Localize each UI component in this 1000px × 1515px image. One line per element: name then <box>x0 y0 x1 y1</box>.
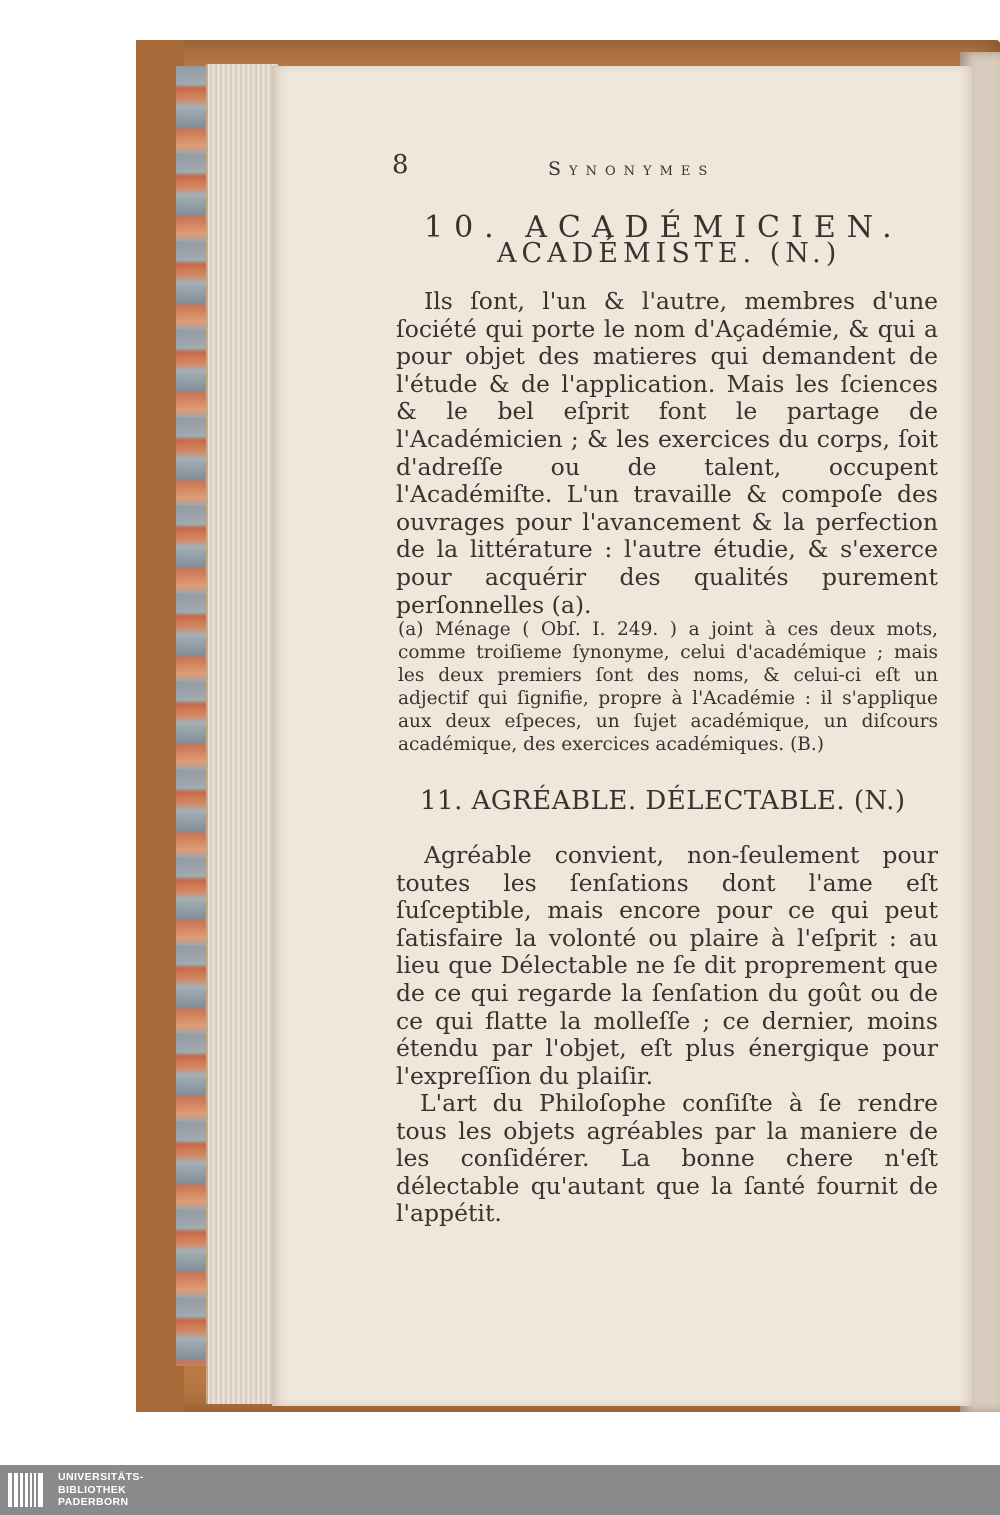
library-logo-bar <box>0 1465 1000 1515</box>
entry-10-title-line1: 10. ACADÉMICIEN. <box>424 210 903 245</box>
entry-10-body-text: Ils ſont, l'un & l'autre, membres d'une ſociété qui porte le nom d'Açadémie, & qui a pour objet des matieres qui demandent de l'étude & de l'application. Mais les ſciences & le bel eſprit font le partage de l'Académicien ; & les exercices du corps, ſoit d'adreſſe ou de talent, occupent l'Académiſte. L'un travaille & compoſe des ouvrages pour l'avancement & la perfection de la littérature : l'autre étudie, & s'exerce pour acquérir des qualités purement perſonnelles (a). <box>396 287 938 619</box>
library-name-line3: PADERBORN <box>58 1496 129 1508</box>
entry-11-paragraph-1 <box>396 842 938 1090</box>
entry-11-paragraph-2 <box>396 1090 938 1228</box>
running-title: Synonymes <box>548 158 716 180</box>
entry-10-paragraph <box>396 287 938 619</box>
entry-10-title-line2: ACADÉMISTE. (N.) <box>497 238 842 269</box>
library-name-line2: BIBLIOTHEK <box>58 1483 127 1496</box>
entry-11-body-text-2: L'art du Philoſophe conſiſte à ſe rendre tous les objets agréables par la maniere de les conſidérer. La bonne chere n'eſt délectable qu'autant que la ſanté fournit de l'appétit. <box>396 1089 938 1228</box>
library-name-line1: UNIVERSITÄTS- <box>58 1471 144 1483</box>
entry-11-body-text-1: Agréable convient, non-ſeulement pour toutes les ſenſations dont l'ame eſt ſuſceptible, mais encore pour ce qui peut ſatisfaire la volonté ou plaire à l'eſprit : au lieu que Délectable ne ſe dit proprement que de ce qui regarde la ſenſation du goût ou de ce qui flatte la molleſſe ; ce dernier, moins étendu par l'objet, eſt plus énergique pour l'expreſſion du plaiſir. <box>396 841 938 1090</box>
page-edges <box>206 64 278 1404</box>
library-logo-icon <box>8 1473 48 1507</box>
page-number: 8 <box>392 150 409 180</box>
entry-11-title: 11. AGRÉABLE. DÉLECTABLE. (N.) <box>420 786 906 816</box>
library-name <box>58 1471 144 1509</box>
entry-10-footnote: (a) Ménage ( Obſ. I. 249. ) a joint à ces deux mots, comme troiſieme ſynonyme, celui d'académique ; mais les deux premiers ſont des noms, & celui-ci eſt un adjectif qui ſignifie, propre à l'Académie : il s'applique aux deux eſpeces, un ſujet académique, un diſcours académique, des exercices académiques. (B.) <box>398 619 938 755</box>
